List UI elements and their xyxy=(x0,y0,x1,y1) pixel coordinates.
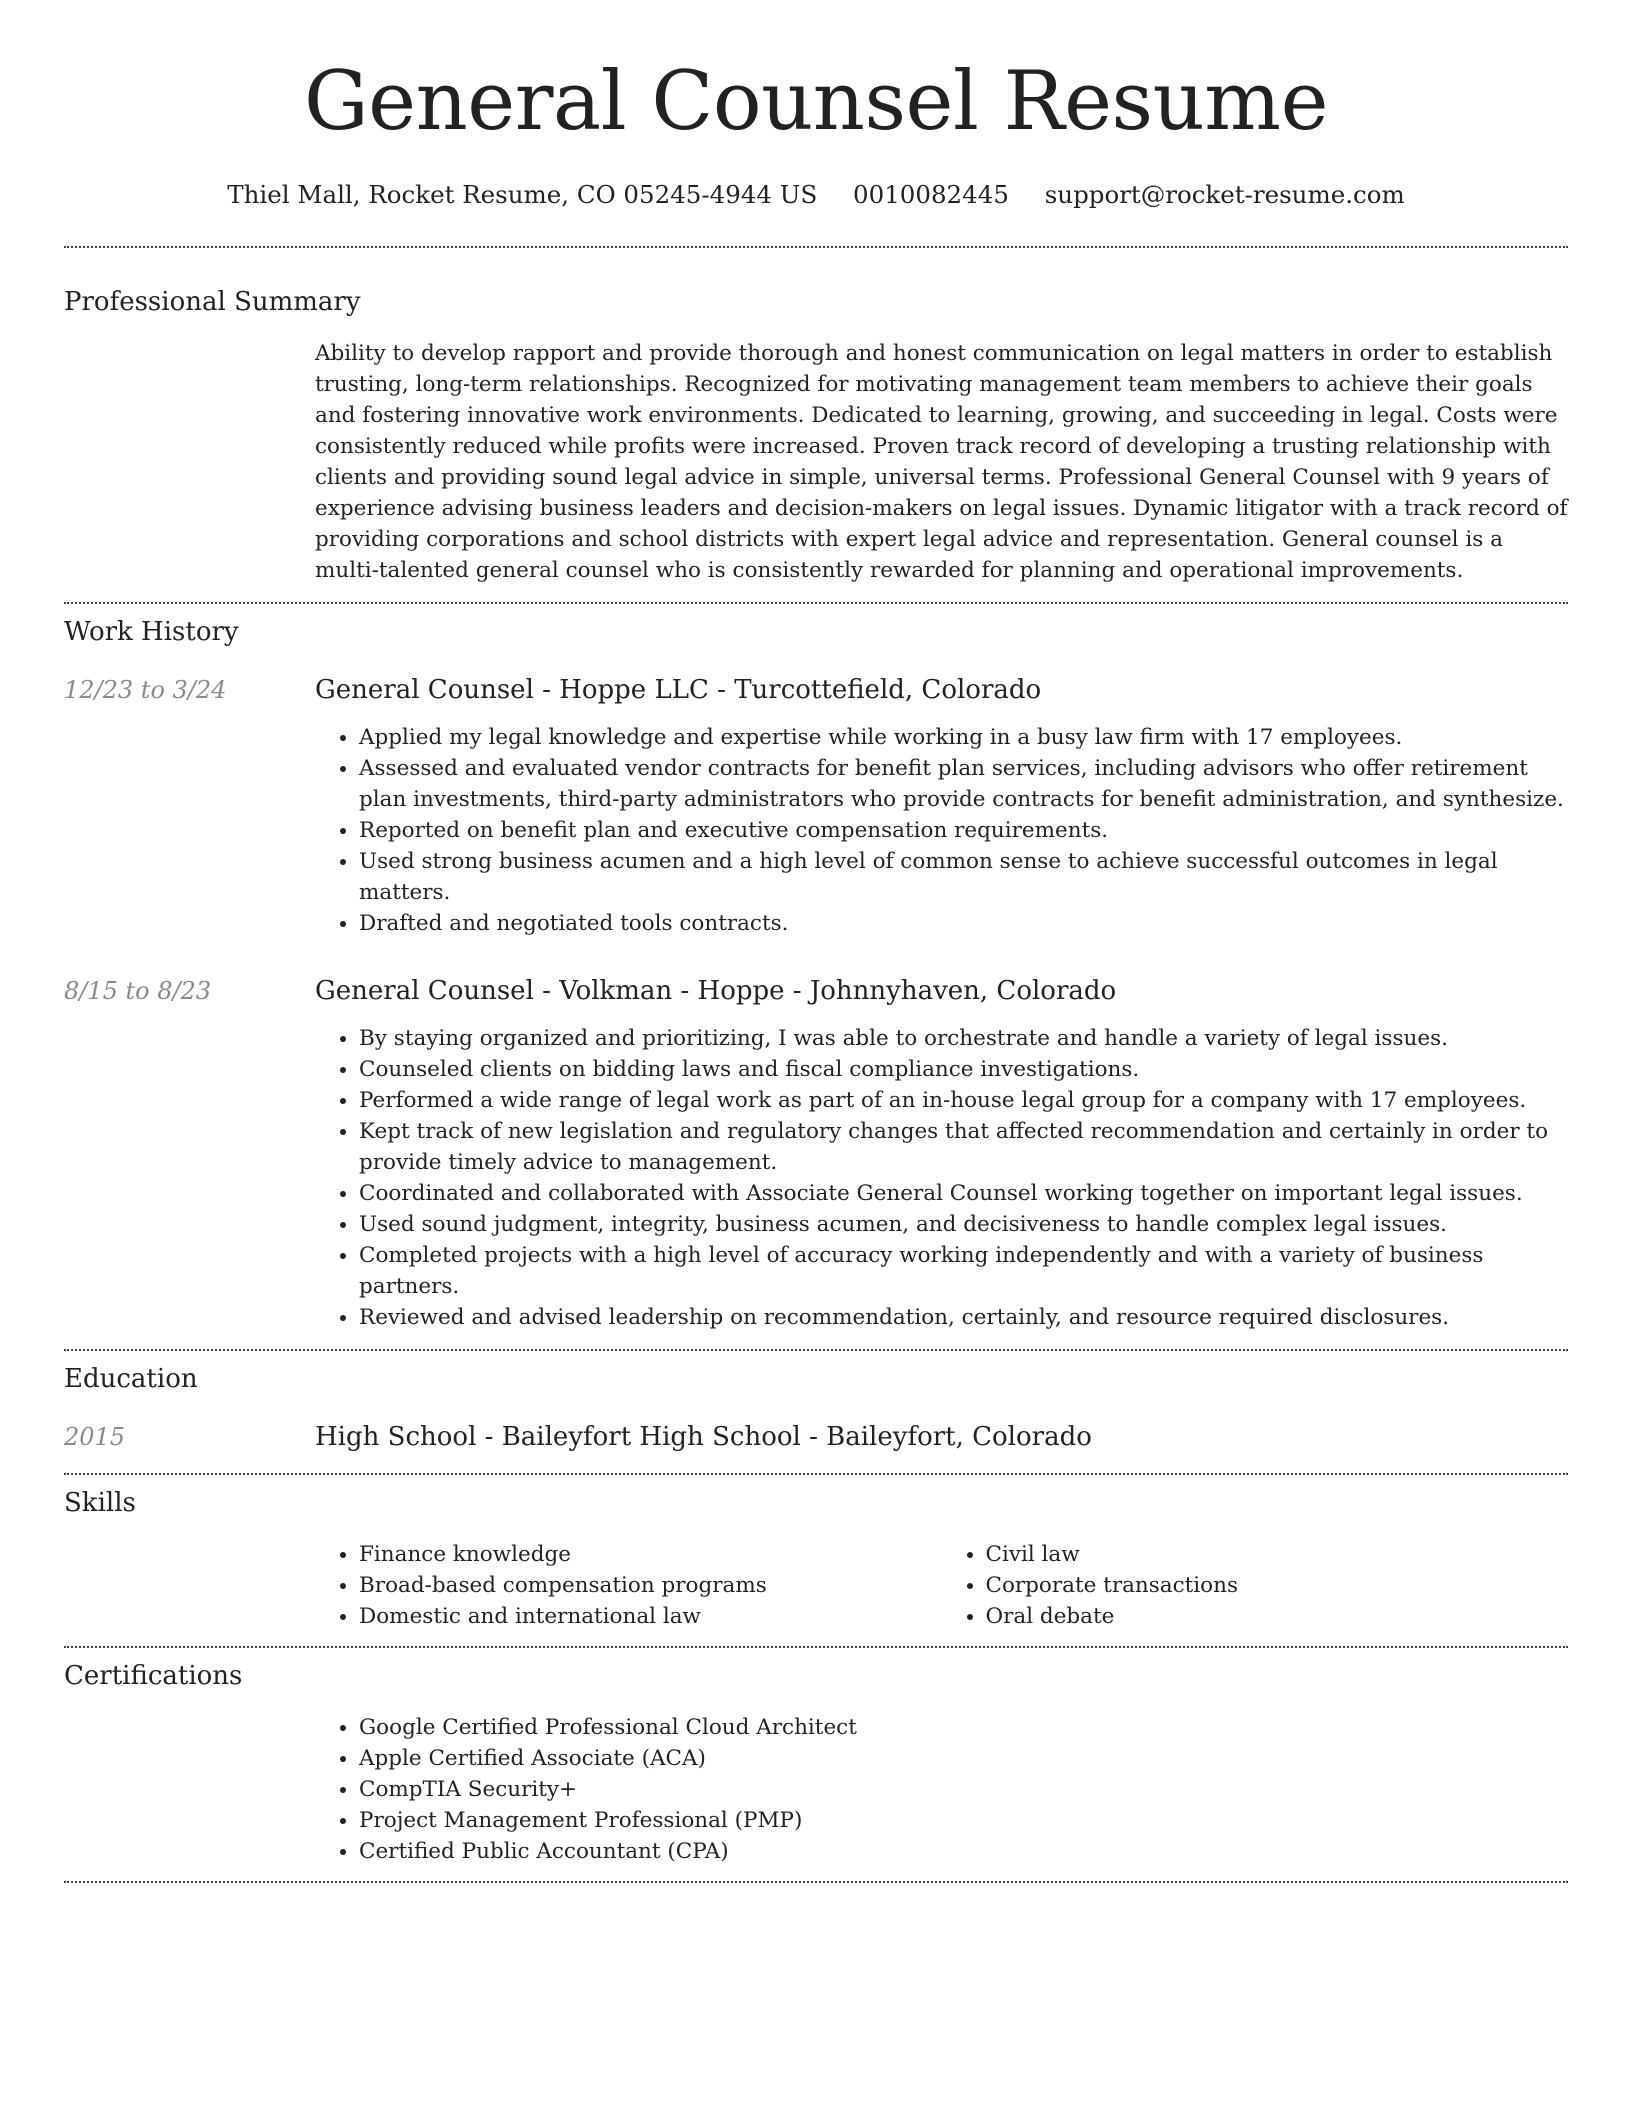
education-section xyxy=(64,1351,1568,1455)
skills-section xyxy=(64,1475,1568,1632)
list-item: • Google Certified Professional Cloud Architect xyxy=(359,1712,1568,1743)
contact-email[interactable]: support@rocket-resume.com xyxy=(1044,180,1405,209)
work-heading: Work History xyxy=(64,617,239,647)
contact-line xyxy=(64,178,1568,212)
contact-phone: 0010082445 xyxy=(853,180,1009,209)
list-item: • Apple Certified Associate (ACA) xyxy=(359,1743,1568,1774)
list-item: • Reviewed and advised leadership on recommendation, certainly, and resource required disclosures. xyxy=(359,1302,1568,1333)
divider xyxy=(64,1881,1568,1883)
education-entry xyxy=(64,1419,1568,1455)
list-item: • Assessed and evaluated vendor contracts for benefit plan services, including advisors who offer retirement plan investments, third-party administrators who provide contracts for benefit administration, and synthesize. xyxy=(359,753,1568,815)
list-item: • Used sound judgment, integrity, business acumen, and decisiveness to handle complex legal issues. xyxy=(359,1209,1568,1240)
list-item: • Completed projects with a high level of accuracy working independently and with a variety of business partners. xyxy=(359,1240,1568,1302)
job-bullets xyxy=(315,722,1568,939)
job-dates: 8/15 to 8/23 xyxy=(64,977,212,1005)
education-heading: Education xyxy=(64,1364,198,1394)
list-item: • Performed a wide range of legal work as part of an in-house legal group for a company with 17 employees. xyxy=(359,1085,1568,1116)
skills-heading: Skills xyxy=(64,1488,136,1518)
list-item: • Kept track of new legislation and regulatory changes that affected recommendation and certainly in order to provide timely advice to management. xyxy=(359,1116,1568,1178)
job-entry xyxy=(64,672,1568,939)
list-item: • Coordinated and collaborated with Associate General Counsel working together on important legal issues. xyxy=(359,1178,1568,1209)
job-title: General Counsel - Volkman - Hoppe - Johnnyhaven, Colorado xyxy=(315,976,1117,1006)
list-item: • Finance knowledge xyxy=(359,1539,942,1570)
list-item: • Reported on benefit plan and executive compensation requirements. xyxy=(359,815,1568,846)
list-item: • Used strong business acumen and a high level of common sense to achieve successful outcomes in legal matters. xyxy=(359,846,1568,908)
education-date: 2015 xyxy=(64,1423,126,1451)
skills-list-left xyxy=(315,1539,942,1632)
list-item: • Applied my legal knowledge and expertise while working in a busy law firm with 17 employees. xyxy=(359,722,1568,753)
summary-text: Ability to develop rapport and provide thorough and honest communication on legal matters in order to establish trusting, long-term relationships. Recognized for motivating management team members to achieve their goals and fostering innovative work environments. Dedicated to learning, growing, and succeeding in legal. Costs were consistently reduced while profits were increased. Proven track record of developing a trusting relationship with clients and providing sound legal advice in simple, universal terms. Professional General Counsel with 9 years of experience advising business leaders and decision-makers on legal issues. Dynamic litigator with a track record of providing corporations and school districts with expert legal advice and representation. General counsel is a multi-talented general counsel who is consistently rewarded for planning and operational improvements. xyxy=(315,341,1568,583)
list-item: • Drafted and negotiated tools contracts. xyxy=(359,908,1568,939)
job-entry xyxy=(64,973,1568,1333)
list-item: • Corporate transactions xyxy=(986,1570,1569,1601)
job-dates: 12/23 to 3/24 xyxy=(64,676,227,704)
resume-page xyxy=(64,0,1568,1883)
page-title: General Counsel Resume xyxy=(303,55,1329,149)
list-item: • Civil law xyxy=(986,1539,1569,1570)
list-item: • Counseled clients on bidding laws and fiscal compliance investigations. xyxy=(359,1054,1568,1085)
contact-address: Thiel Mall, Rocket Resume, CO 05245-4944 US xyxy=(227,180,818,209)
list-item: • Certified Public Accountant (CPA) xyxy=(359,1836,1568,1867)
list-item: • Oral debate xyxy=(986,1601,1569,1632)
job-title: General Counsel - Hoppe LLC - Turcottefield, Colorado xyxy=(315,675,1042,705)
list-item: • CompTIA Security+ xyxy=(359,1774,1568,1805)
list-item: • Project Management Professional (PMP) xyxy=(359,1805,1568,1836)
education-title: High School - Baileyfort High School - Baileyfort, Colorado xyxy=(315,1422,1092,1452)
summary-heading: Professional Summary xyxy=(64,287,361,317)
work-section xyxy=(64,604,1568,1333)
certifications-heading: Certifications xyxy=(64,1661,243,1691)
certifications-section xyxy=(64,1648,1568,1867)
list-item: • By staying organized and prioritizing, I was able to orchestrate and handle a variety of legal issues. xyxy=(359,1023,1568,1054)
list-item: • Broad-based compensation programs xyxy=(359,1570,942,1601)
job-bullets xyxy=(315,1023,1568,1333)
skills-list-right xyxy=(942,1539,1569,1632)
skills-grid xyxy=(315,1539,1568,1632)
list-item: • Domestic and international law xyxy=(359,1601,942,1632)
summary-section xyxy=(64,248,1568,586)
certifications-list xyxy=(315,1712,1568,1867)
